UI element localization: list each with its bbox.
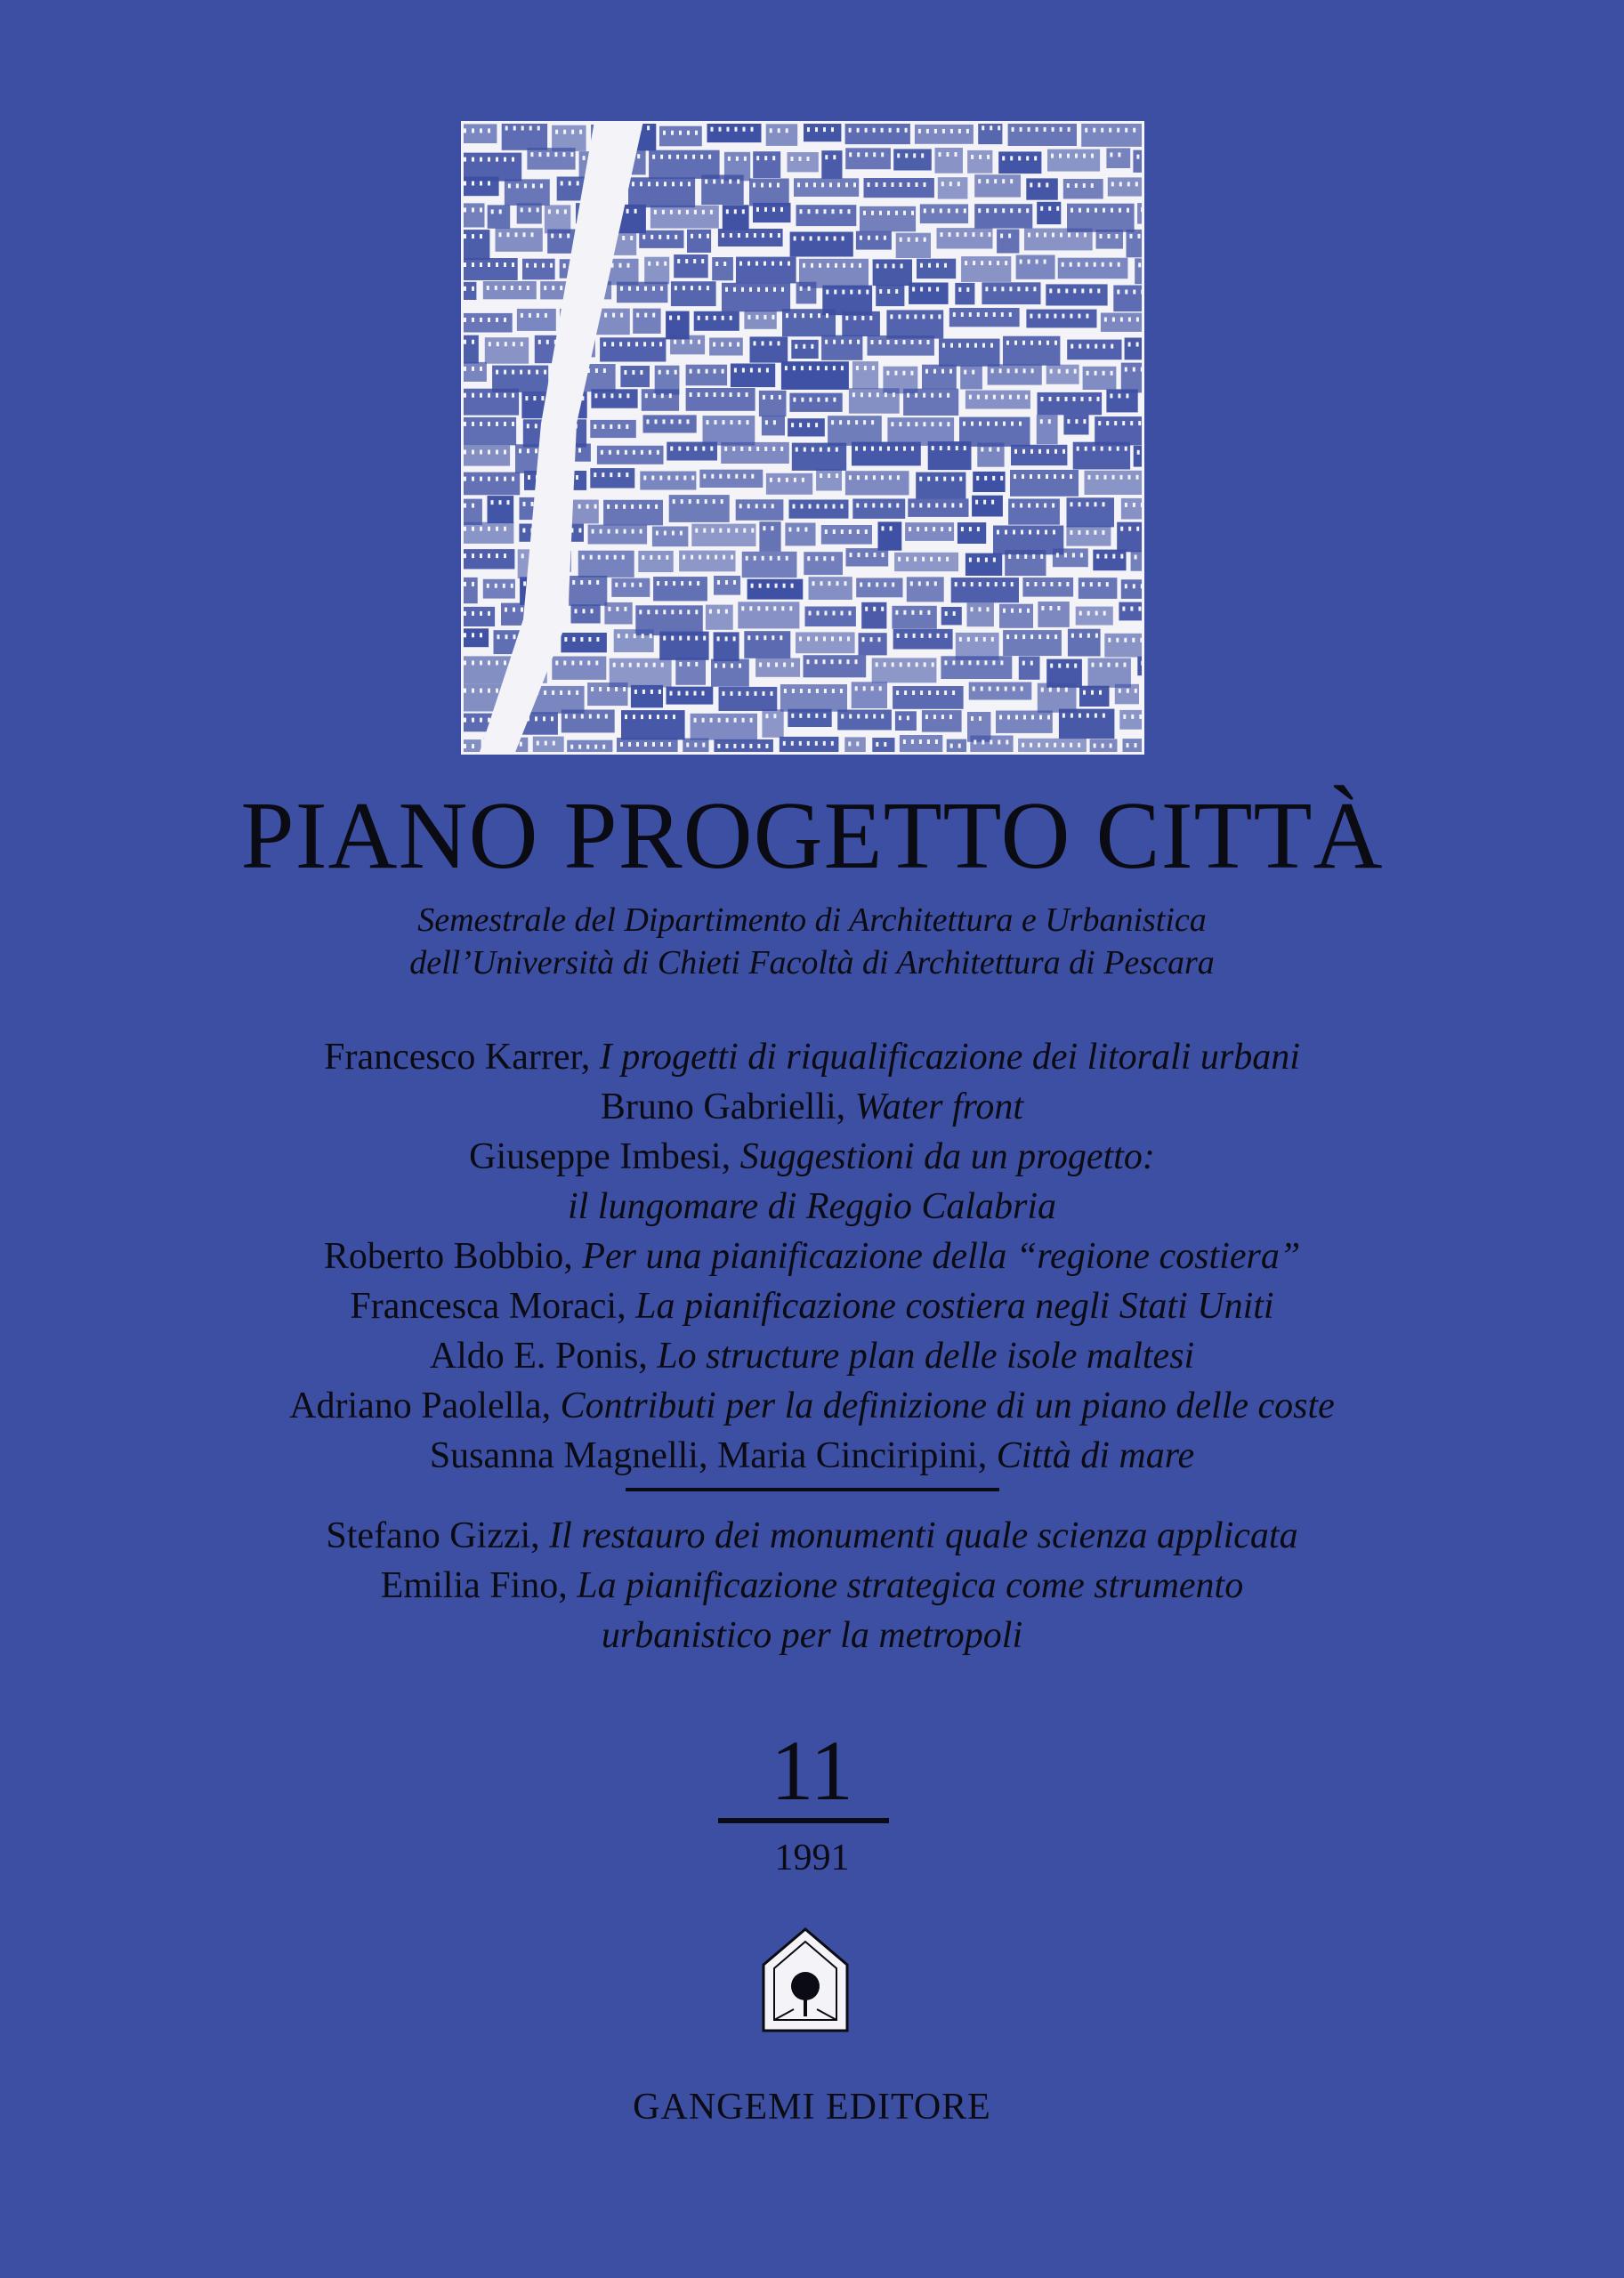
toc-title: Il restauro dei monumenti quale scienza applicata: [549, 1515, 1298, 1556]
toc-entry: [0, 1611, 1624, 1660]
toc-author: Susanna Magnelli, Maria Cinciripini,: [429, 1435, 988, 1476]
toc-title: il lungomare di Reggio Calabria: [567, 1186, 1057, 1227]
aerial-city-engraving-icon: [461, 121, 1144, 755]
toc-divider: [626, 1488, 999, 1491]
toc-title: I progetti di riqualificazione dei litorali urbani: [599, 1037, 1300, 1078]
toc-entry: [0, 1511, 1624, 1561]
toc-title: Lo structure plan delle isole maltesi: [657, 1336, 1195, 1377]
journal-title: PIANO PROGETTO CITTÀ: [240, 783, 1384, 889]
table-of-contents: [0, 1032, 1624, 1660]
toc-entry: [0, 1431, 1624, 1481]
toc-entry: [0, 1132, 1624, 1182]
toc-entry: [0, 1561, 1624, 1611]
subtitle-line-1: Semestrale del Dipartimento di Architettura e Urbanistica: [417, 901, 1207, 939]
toc-entry: [0, 1281, 1624, 1331]
toc-author: Emilia Fino,: [380, 1565, 568, 1606]
toc-title: Water front: [854, 1086, 1024, 1127]
toc-entry: [0, 1381, 1624, 1431]
issue-year: 1991: [774, 1838, 850, 1878]
toc-author: Roberto Bobbio,: [323, 1236, 573, 1277]
toc-author: Stefano Gizzi,: [326, 1515, 540, 1556]
toc-author: Bruno Gabrielli,: [600, 1086, 846, 1127]
toc-entry: [0, 1182, 1624, 1232]
issue-divider: [718, 1818, 889, 1823]
toc-title: urbanistico per la metropoli: [601, 1615, 1023, 1656]
journal-subtitle: [0, 899, 1624, 984]
toc-title: Suggestioni da un progetto:: [739, 1136, 1155, 1177]
toc-author: Francesco Karrer,: [324, 1037, 591, 1078]
subtitle-line-2: dell’Università di Chieti Facoltà di Architettura di Pescara: [409, 944, 1215, 981]
toc-title: Per una pianificazione della “regione costiera”: [582, 1236, 1301, 1277]
toc-author: Francesca Moraci,: [350, 1286, 626, 1327]
toc-entry: [0, 1032, 1624, 1082]
toc-title: Contributi per la definizione di un piano delle coste: [560, 1385, 1335, 1426]
toc-entry: [0, 1232, 1624, 1281]
tree-in-house-logo-icon: [760, 1927, 851, 2032]
toc-author: Aldo E. Ponis,: [429, 1336, 648, 1377]
cover-city-engraving: [461, 121, 1144, 755]
toc-title: La pianificazione strategica come strumento: [577, 1565, 1244, 1606]
toc-entry: [0, 1082, 1624, 1132]
toc-entry: [0, 1331, 1624, 1381]
toc-author: Adriano Paolella,: [289, 1385, 552, 1426]
publisher-logo: [760, 1927, 851, 2032]
publisher-name: GANGEMI EDITORE: [633, 2087, 991, 2128]
toc-title: La pianificazione costiera negli Stati Uniti: [635, 1286, 1274, 1327]
issue-number: 11: [771, 1723, 853, 1818]
toc-author: Giuseppe Imbesi,: [469, 1136, 731, 1177]
toc-title: Città di mare: [996, 1435, 1195, 1476]
